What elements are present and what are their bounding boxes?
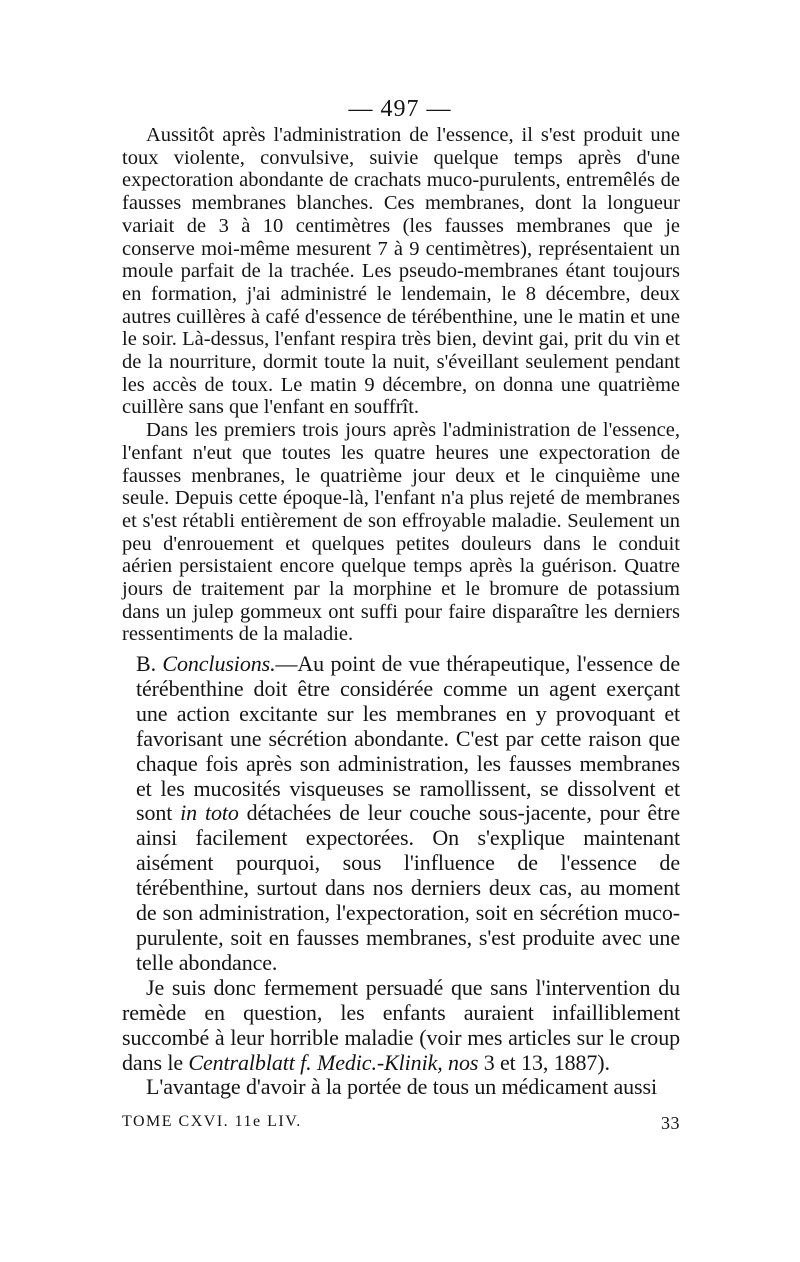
conclusions-paragraph (122, 652, 680, 976)
signature-mark: 33 (661, 1113, 680, 1133)
section-label: B. (136, 651, 156, 676)
section-heading: Conclusions. (162, 651, 276, 676)
page-number: — 497 — (348, 96, 452, 122)
emphasis-text: in toto (180, 800, 239, 826)
paragraph-text: 3 et 13, 1887). (478, 1049, 610, 1075)
journal-citation: Centralblatt f. Medic.-Klinik, nos (188, 1049, 479, 1075)
paragraph-text: détachées de leur couche sous-jacente, pour être ainsi facilement expectorées. On s'explique maintenant aisément pourquoi, sous l'influence de l'essence de térébenthine, surtout dans nos derniers deux cas, au moment de son administration, l'expectoration, soit en sécrétion muco-purulente, soit en fausses membranes, s'est produite avec une telle abondance. (136, 800, 680, 975)
conclusions-section (122, 652, 680, 1100)
paragraph-text: —Au point de vue thérapeutique, l'essence de térébenthine doit être considérée comme un agent exerçant une action excitante sur les membranes en y provoquant et favorisant une sécrétion abondante. C'est par cette raison que chaque fois après son administration, les fausses membranes et les mucosités visqueuses se ramollissent, se dissolvent et sont (136, 651, 680, 826)
case-report-section (122, 124, 680, 646)
paragraph: Dans les premiers trois jours après l'administration de l'essence, l'enfant n'eut que toutes les quatre heures une expectoration de fausses menbranes, le quatrième jour deux et le cinquième une seule. Depuis cette époque-là, l'enfant n'a plus rejeté de membranes et s'est rétabli entièrement de son effroyable maladie. Seulement un peu d'enrouement et quelques petites douleurs dans le conduit aérien persistaient encore quelque temps après la guérison. Quatre jours de traitement par la morphine et le bromure de potassium dans un julep gommeux ont suffi pour faire disparaître les derniers ressentiments de la maladie. (122, 419, 680, 646)
volume-line: TOME CXVI. 11e LIV. (122, 1113, 302, 1130)
paragraph: Aussitôt après l'administration de l'essence, il s'est produit une toux violente, convulsive, suivie quelque temps après d'une expectoration abondante de crachats muco-purulents, entremêlés de fausses membranes blanches. Ces membranes, dont la longueur variait de 3 à 10 centimètres (les fausses membranes que je conserve moi-même mesurent 7 à 9 centimètres), représentaient un moule parfait de la trachée. Les pseudo-membranes étant toujours en formation, j'ai administré le lendemain, le 8 décembre, deux autres cuillères à café d'essence de térébenthine, une le matin et une le soir. Là-dessus, l'enfant respira très bien, devint gai, prit du vin et de la nourriture, dormit toute la nuit, s'éveillant seulement pendant les accès de toux. Le matin 9 décembre, on donna une quatrième cuillère sans que l'enfant en souffrît. (122, 124, 680, 419)
paragraph: L'avantage d'avoir à la portée de tous un médicament aussi (146, 1074, 657, 1100)
paragraph (122, 976, 680, 1076)
page-footer (122, 1113, 680, 1134)
paragraph-text: Je suis donc fermement persuadé que sans l'intervention du remède en question, les enfants auraient infailliblement succombé à leur horrible maladie (voir mes articles sur le croup dans le (122, 974, 680, 1075)
